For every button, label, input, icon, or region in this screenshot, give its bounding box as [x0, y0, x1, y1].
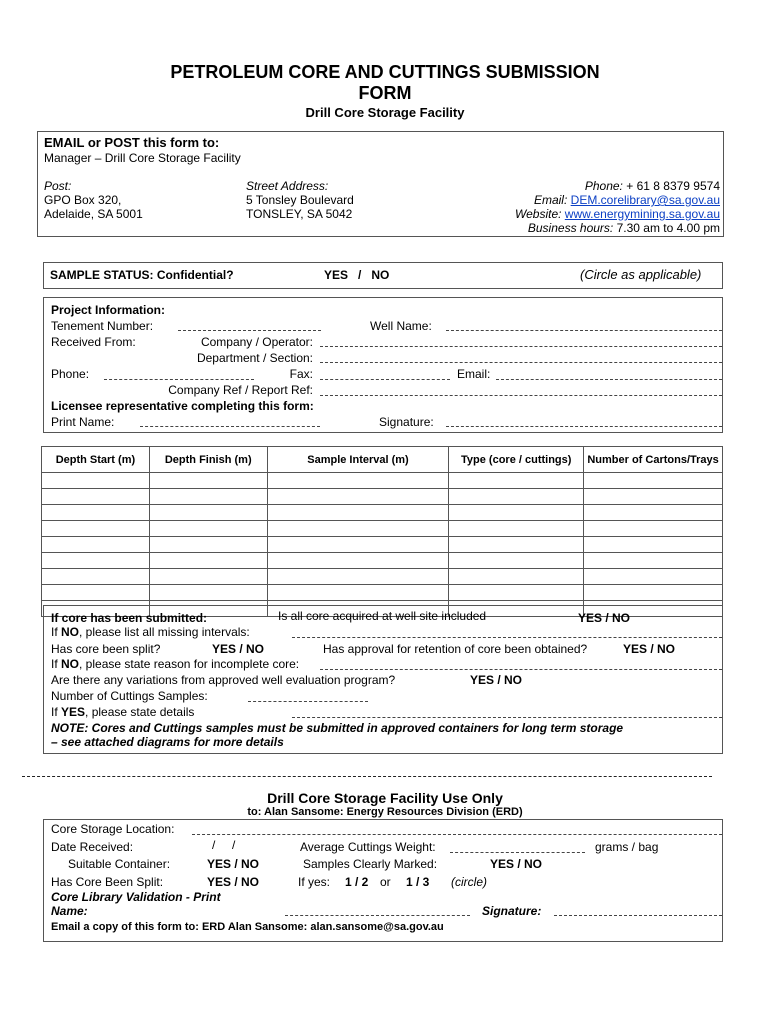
samples-marked-label: Samples Clearly Marked: [303, 857, 438, 871]
sample-status-label: SAMPLE STATUS: Confidential? [50, 268, 234, 282]
sample-table [41, 446, 723, 617]
table-cell[interactable] [42, 585, 150, 601]
fax-label: Fax: [289, 367, 313, 381]
incomplete-reason-text: , please state reason for incomplete core: [79, 657, 300, 671]
phone-value: + 61 8 8379 9574 [622, 179, 720, 193]
table-cell[interactable] [267, 585, 449, 601]
office-to-line: to: Alan Sansome: Energy Resources Division (ERD) [247, 806, 523, 818]
hours-value: 7.30 am to 4.00 pm [613, 221, 720, 235]
core-split-office-options[interactable]: YES / NO [207, 875, 260, 889]
company-ref-field[interactable] [320, 395, 722, 396]
signature-label-project: Signature: [379, 415, 434, 429]
incomplete-reason-label: If NO, please state reason for incomplete core: [51, 657, 300, 671]
table-cell[interactable] [584, 505, 723, 521]
form-subtitle: Drill Core Storage Facility [305, 105, 465, 120]
circle-hint: (circle) [451, 875, 487, 889]
storage-location-field[interactable] [192, 834, 722, 835]
office-heading: Drill Core Storage Facility Use Only [267, 790, 503, 806]
well-name-field[interactable] [446, 330, 722, 331]
yes-details-label [51, 705, 194, 719]
fax-field[interactable] [320, 379, 450, 380]
table-cell[interactable] [267, 505, 449, 521]
tenement-field[interactable] [178, 330, 321, 331]
print-name-field[interactable] [140, 426, 320, 427]
table-cell[interactable] [42, 521, 150, 537]
contact-website [515, 207, 720, 221]
office-signature-field[interactable] [554, 915, 722, 916]
validation-name-field[interactable] [285, 915, 470, 916]
form-title [0, 62, 770, 104]
retention-question: Has approval for retention of core been obtained? [323, 642, 588, 656]
table-row [42, 569, 723, 585]
received-from-label: Received From: [51, 335, 136, 349]
email-field[interactable] [496, 379, 722, 380]
table-cell[interactable] [149, 569, 267, 585]
email-copy-note: Email a copy of this form to: ERD Alan Sansome: alan.sansome@sa.gov.au [51, 921, 444, 933]
post-line1: GPO Box 320, [44, 193, 122, 207]
table-row [42, 537, 723, 553]
core-split-options[interactable]: YES / NO [212, 642, 265, 656]
table-header: Type (core / cuttings) [449, 447, 584, 473]
date-received-label: Date Received: [51, 840, 134, 854]
missing-intervals-field[interactable] [292, 637, 722, 638]
table-cell[interactable] [42, 505, 150, 521]
or-word: or [380, 875, 391, 889]
cuttings-count-field[interactable] [248, 701, 368, 702]
table-header-row [42, 447, 723, 473]
department-field[interactable] [320, 362, 722, 363]
table-cell[interactable] [42, 553, 150, 569]
all-core-question: Is all core acquired at well site included [278, 609, 487, 623]
table-cell[interactable] [584, 585, 723, 601]
table-cell[interactable] [42, 569, 150, 585]
validation-line1: Core Library Validation - Print [51, 890, 221, 904]
licensee-heading: Licensee representative completing this form: [51, 399, 314, 413]
contact-recipient: Manager – Drill Core Storage Facility [44, 151, 241, 165]
table-cell[interactable] [149, 553, 267, 569]
suitable-container-options[interactable]: YES / NO [207, 857, 260, 871]
print-name-label: Print Name: [51, 415, 115, 429]
if-yes-bold: YES [61, 705, 86, 719]
phone-label-project: Phone: [51, 367, 90, 381]
company-ref-label: Company Ref / Report Ref: [168, 383, 313, 397]
street-line1: 5 Tonsley Boulevard [246, 193, 354, 207]
table-cell[interactable] [584, 537, 723, 553]
suitable-container-label: Suitable Container: [68, 857, 171, 871]
table-cell[interactable] [449, 537, 584, 553]
table-row [42, 489, 723, 505]
table-cell[interactable] [149, 537, 267, 553]
tenement-label: Tenement Number: [51, 319, 154, 333]
cuttings-weight-label: Average Cuttings Weight: [300, 840, 436, 854]
sample-status-options[interactable]: YES / NO [324, 268, 390, 282]
table-cell[interactable] [267, 553, 449, 569]
variations-options[interactable]: YES / NO [470, 673, 523, 687]
street-line2: TONSLEY, SA 5042 [246, 207, 353, 221]
table-cell[interactable] [584, 569, 723, 585]
core-split-question: Has core been split? [51, 642, 161, 656]
table-cell[interactable] [149, 585, 267, 601]
cut-line-divider [22, 776, 712, 777]
core-split-office-label: Has Core Been Split: [51, 875, 164, 889]
table-cell[interactable] [449, 521, 584, 537]
table-cell[interactable] [449, 569, 584, 585]
fraction-third[interactable]: 1 / 3 [406, 875, 430, 889]
variations-question: Are there any variations from approved well evaluation program? [51, 673, 396, 687]
table-cell[interactable] [42, 473, 150, 489]
table-cell[interactable] [267, 489, 449, 505]
email-label: Email: [533, 193, 571, 207]
cuttings-weight-unit: grams / bag [595, 840, 659, 854]
post-label: Post: [44, 179, 72, 193]
date-received-slashes[interactable]: / / [212, 838, 236, 852]
table-cell[interactable] [267, 537, 449, 553]
cuttings-weight-field[interactable] [450, 852, 585, 853]
email-label-project: Email: [457, 367, 491, 381]
table-cell[interactable] [149, 521, 267, 537]
table-cell[interactable] [449, 505, 584, 521]
table-header: Depth Finish (m) [149, 447, 267, 473]
table-cell[interactable] [149, 505, 267, 521]
table-cell[interactable] [149, 473, 267, 489]
company-label: Company / Operator: [200, 335, 313, 349]
office-signature-label: Signature: [482, 904, 542, 918]
table-cell[interactable] [267, 521, 449, 537]
table-cell[interactable] [267, 569, 449, 585]
table-cell[interactable] [42, 537, 150, 553]
yes-details-field[interactable] [292, 717, 722, 718]
table-cell[interactable] [584, 521, 723, 537]
incomplete-reason-field[interactable] [320, 669, 722, 670]
table-cell[interactable] [449, 473, 584, 489]
if-yes-label: If yes: [298, 875, 331, 889]
department-label: Department / Section: [196, 351, 313, 365]
website-link[interactable]: www.energymining.sa.gov.au [564, 207, 720, 221]
missing-intervals-label: If NO, please list all missing intervals: [51, 625, 250, 639]
table-header: Depth Start (m) [42, 447, 150, 473]
table-row [42, 473, 723, 489]
contact-heading: EMAIL or POST this form to: [44, 135, 220, 150]
missing-intervals-text: , please list all missing intervals: [79, 625, 250, 639]
table-cell[interactable] [449, 553, 584, 569]
cuttings-count-label: Number of Cuttings Samples: [51, 689, 208, 703]
note-line1: NOTE: Cores and Cuttings samples must be submitted in approved containers for long term storage [51, 721, 624, 735]
validation-line2: Name: [51, 904, 88, 918]
table-cell[interactable] [584, 473, 723, 489]
table-cell[interactable] [449, 585, 584, 601]
all-core-options[interactable]: YES / NO [578, 611, 631, 625]
table-cell[interactable] [584, 553, 723, 569]
if-no-bold: NO [61, 657, 80, 671]
core-heading: If core has been submitted: [51, 611, 208, 625]
samples-marked-options[interactable]: YES / NO [490, 857, 543, 871]
table-row [42, 521, 723, 537]
table-cell[interactable] [267, 473, 449, 489]
table-header: Sample Interval (m) [267, 447, 449, 473]
form-title-line2: FORM [358, 83, 412, 103]
table-row [42, 505, 723, 521]
note-line2: – see attached diagrams for more details [51, 735, 284, 749]
email-link[interactable]: DEM.corelibrary@sa.gov.au [570, 193, 720, 207]
table-body [42, 473, 723, 617]
table-cell[interactable] [584, 489, 723, 505]
contact-phone [585, 179, 720, 193]
if-prefix: If [51, 705, 62, 719]
hours-label: Business hours: [527, 221, 614, 235]
company-field[interactable] [320, 346, 722, 347]
signature-field[interactable] [446, 426, 722, 427]
form-title-line1: PETROLEUM CORE AND CUTTINGS SUBMISSION [170, 62, 600, 82]
table-header: Number of Cartons/Trays [584, 447, 723, 473]
phone-field[interactable] [104, 379, 254, 380]
contact-hours [528, 221, 720, 235]
table-cell[interactable] [149, 489, 267, 505]
phone-label: Phone: [584, 179, 623, 193]
table-row [42, 553, 723, 569]
website-label: Website: [514, 207, 565, 221]
contact-email [534, 193, 720, 207]
well-name-label: Well Name: [370, 319, 432, 333]
if-no-bold: NO [61, 625, 80, 639]
street-label: Street Address: [246, 179, 329, 193]
table-row [42, 585, 723, 601]
retention-options[interactable]: YES / NO [623, 642, 676, 656]
table-cell[interactable] [449, 489, 584, 505]
storage-location-label: Core Storage Location: [51, 822, 175, 836]
sample-status-hint: (Circle as applicable) [580, 267, 702, 282]
project-heading: Project Information: [51, 303, 166, 317]
table-cell[interactable] [42, 489, 150, 505]
post-line2: Adelaide, SA 5001 [44, 207, 143, 221]
fraction-half[interactable]: 1 / 2 [345, 875, 369, 889]
yes-details-text: , please state details [85, 705, 195, 719]
